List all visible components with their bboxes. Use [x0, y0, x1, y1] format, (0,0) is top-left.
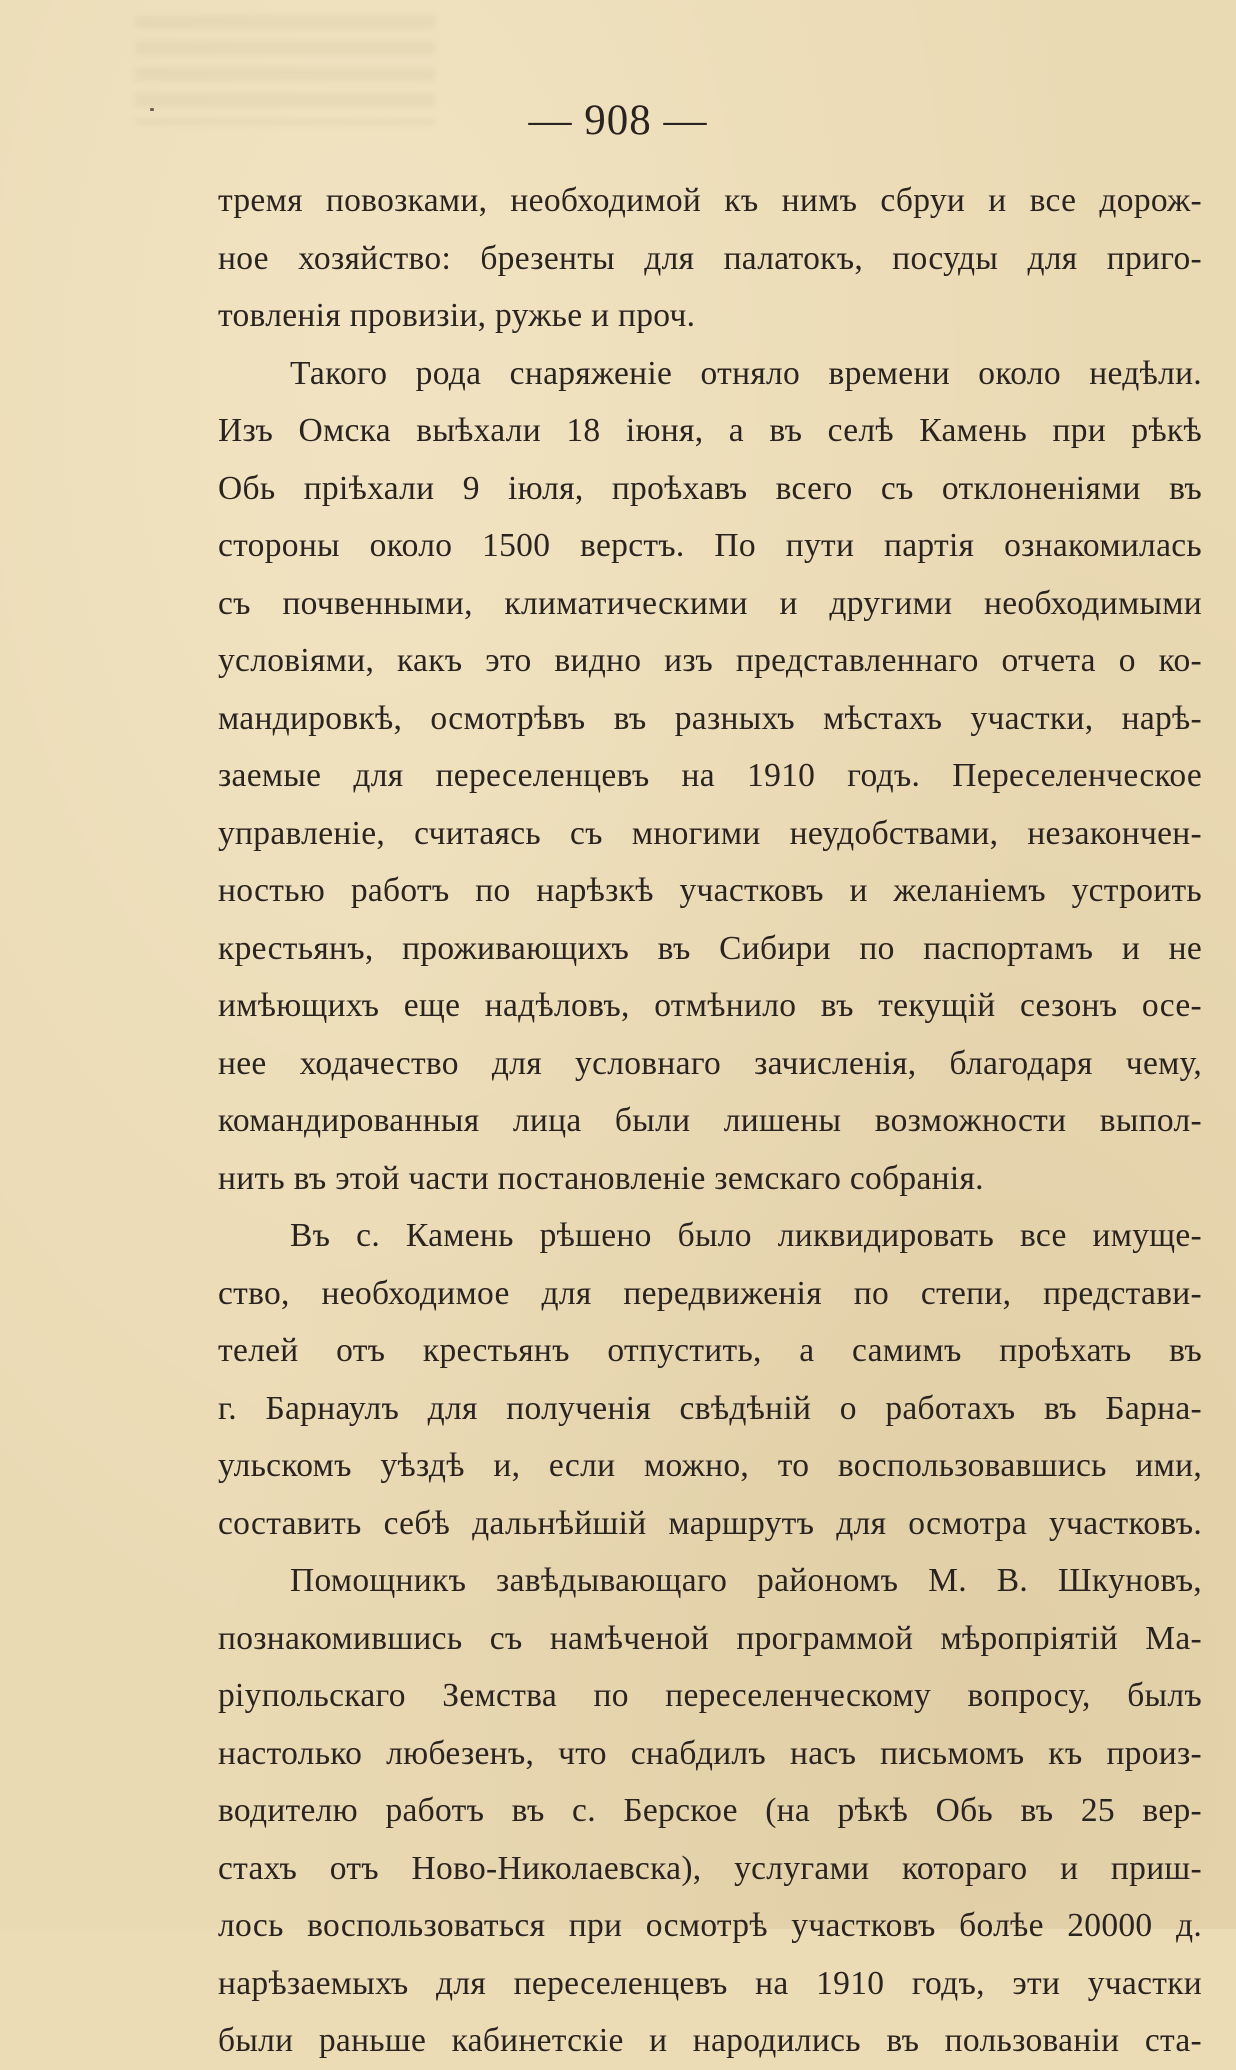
text-line: водителю работъ въ с. Берское (на рѣкѣ Обь въ 25 вер- — [218, 1792, 1202, 1829]
text-line: управленіе, считаясь съ многими неудобствами, незакончен- — [218, 814, 1202, 852]
text-line: телей отъ крестьянъ отпустить, а самимъ проѣхать въ — [218, 1332, 1202, 1369]
text-line: г. Барнаулъ для полученія свѣдѣній о работахъ въ Барна- — [218, 1389, 1202, 1427]
text-line: мандировкѣ, осмотрѣвъ въ разныхъ мѣстахъ участки, нарѣ- — [218, 699, 1202, 737]
text-line: Обь пріѣхали 9 іюля, проѣхавъ всего съ отклоненіями въ — [218, 469, 1202, 507]
text-line: лось воспользоваться при осмотрѣ участковъ болѣе 20000 д. — [218, 1907, 1202, 1944]
text-line: заемые для переселенцевъ на 1910 годъ. Переселенческое — [218, 757, 1202, 794]
text-line: Такого рода снаряженіе отняло времени около недѣли. — [290, 354, 1202, 392]
text-line: нее ходачество для условнаго зачисленія, благодаря чему, — [218, 1044, 1202, 1082]
text-line: составить себѣ дальнѣйшій маршрутъ для осмотра участковъ. — [218, 1504, 1202, 1542]
text-line: условіями, какъ это видно изъ представленнаго отчета о ко- — [218, 642, 1202, 679]
text-line: тремя повозками, необходимой къ нимъ сбруи и все дорож- — [218, 182, 1202, 219]
text-line: командированныя лица были лишены возможности выпол- — [218, 1102, 1202, 1139]
text-line: ное хозяйство: брезенты для палатокъ, посуды для приго- — [218, 239, 1202, 277]
text-line: имѣющихъ еще надѣловъ, отмѣнило въ текущій сезонъ осе- — [218, 987, 1202, 1024]
text-line: товленія провизіи, ружье и проч. — [218, 297, 696, 334]
page-number: — 908 — — [528, 97, 708, 144]
text-line: были раньше кабинетскіе и народились въ пользованіи ста- — [218, 2022, 1202, 2059]
text-line: съ почвенными, климатическими и другими необходимыми — [218, 584, 1202, 622]
text-line: ство, необходимое для передвиженія по степи, представи- — [218, 1274, 1202, 1312]
text-line: ріупольскаго Земства по переселенческому вопросу, былъ — [218, 1677, 1202, 1714]
text-line: настолько любезенъ, что снабдилъ насъ письмомъ къ произ- — [218, 1734, 1202, 1772]
text-line: крестьянъ, проживающихъ въ Сибири по паспортамъ и не — [218, 929, 1202, 967]
text-line: нарѣзаемыхъ для переселенцевъ на 1910 годъ, эти участки — [218, 1964, 1202, 2002]
text-line: ностью работъ по нарѣзкѣ участковъ и желаніемъ устроить — [218, 872, 1202, 909]
text-line: Помощникъ завѣдывающаго райономъ М. В. Шкуновъ, — [290, 1562, 1202, 1599]
text-line: ульскомъ уѣздѣ и, если можно, то воспользовавшись ими, — [218, 1447, 1202, 1484]
body-text — [218, 172, 1202, 2070]
text-line: стороны около 1500 верстъ. По пути партія ознакомилась — [218, 527, 1202, 564]
text-line: познакомившись съ намѣченой программой мѣропріятій Ма- — [218, 1619, 1202, 1657]
text-line: Въ с. Камень рѣшено было ликвидировать все имущe- — [290, 1217, 1202, 1254]
text-line: нить въ этой части постановленіе земскаго собранія. — [218, 1159, 984, 1197]
text-line: стахъ отъ Ново-Николаевска), услугами котораго и приш- — [218, 1849, 1202, 1887]
text-line: Изъ Омска выѣхали 18 іюня, а въ селѣ Камень при рѣкѣ — [218, 412, 1202, 449]
